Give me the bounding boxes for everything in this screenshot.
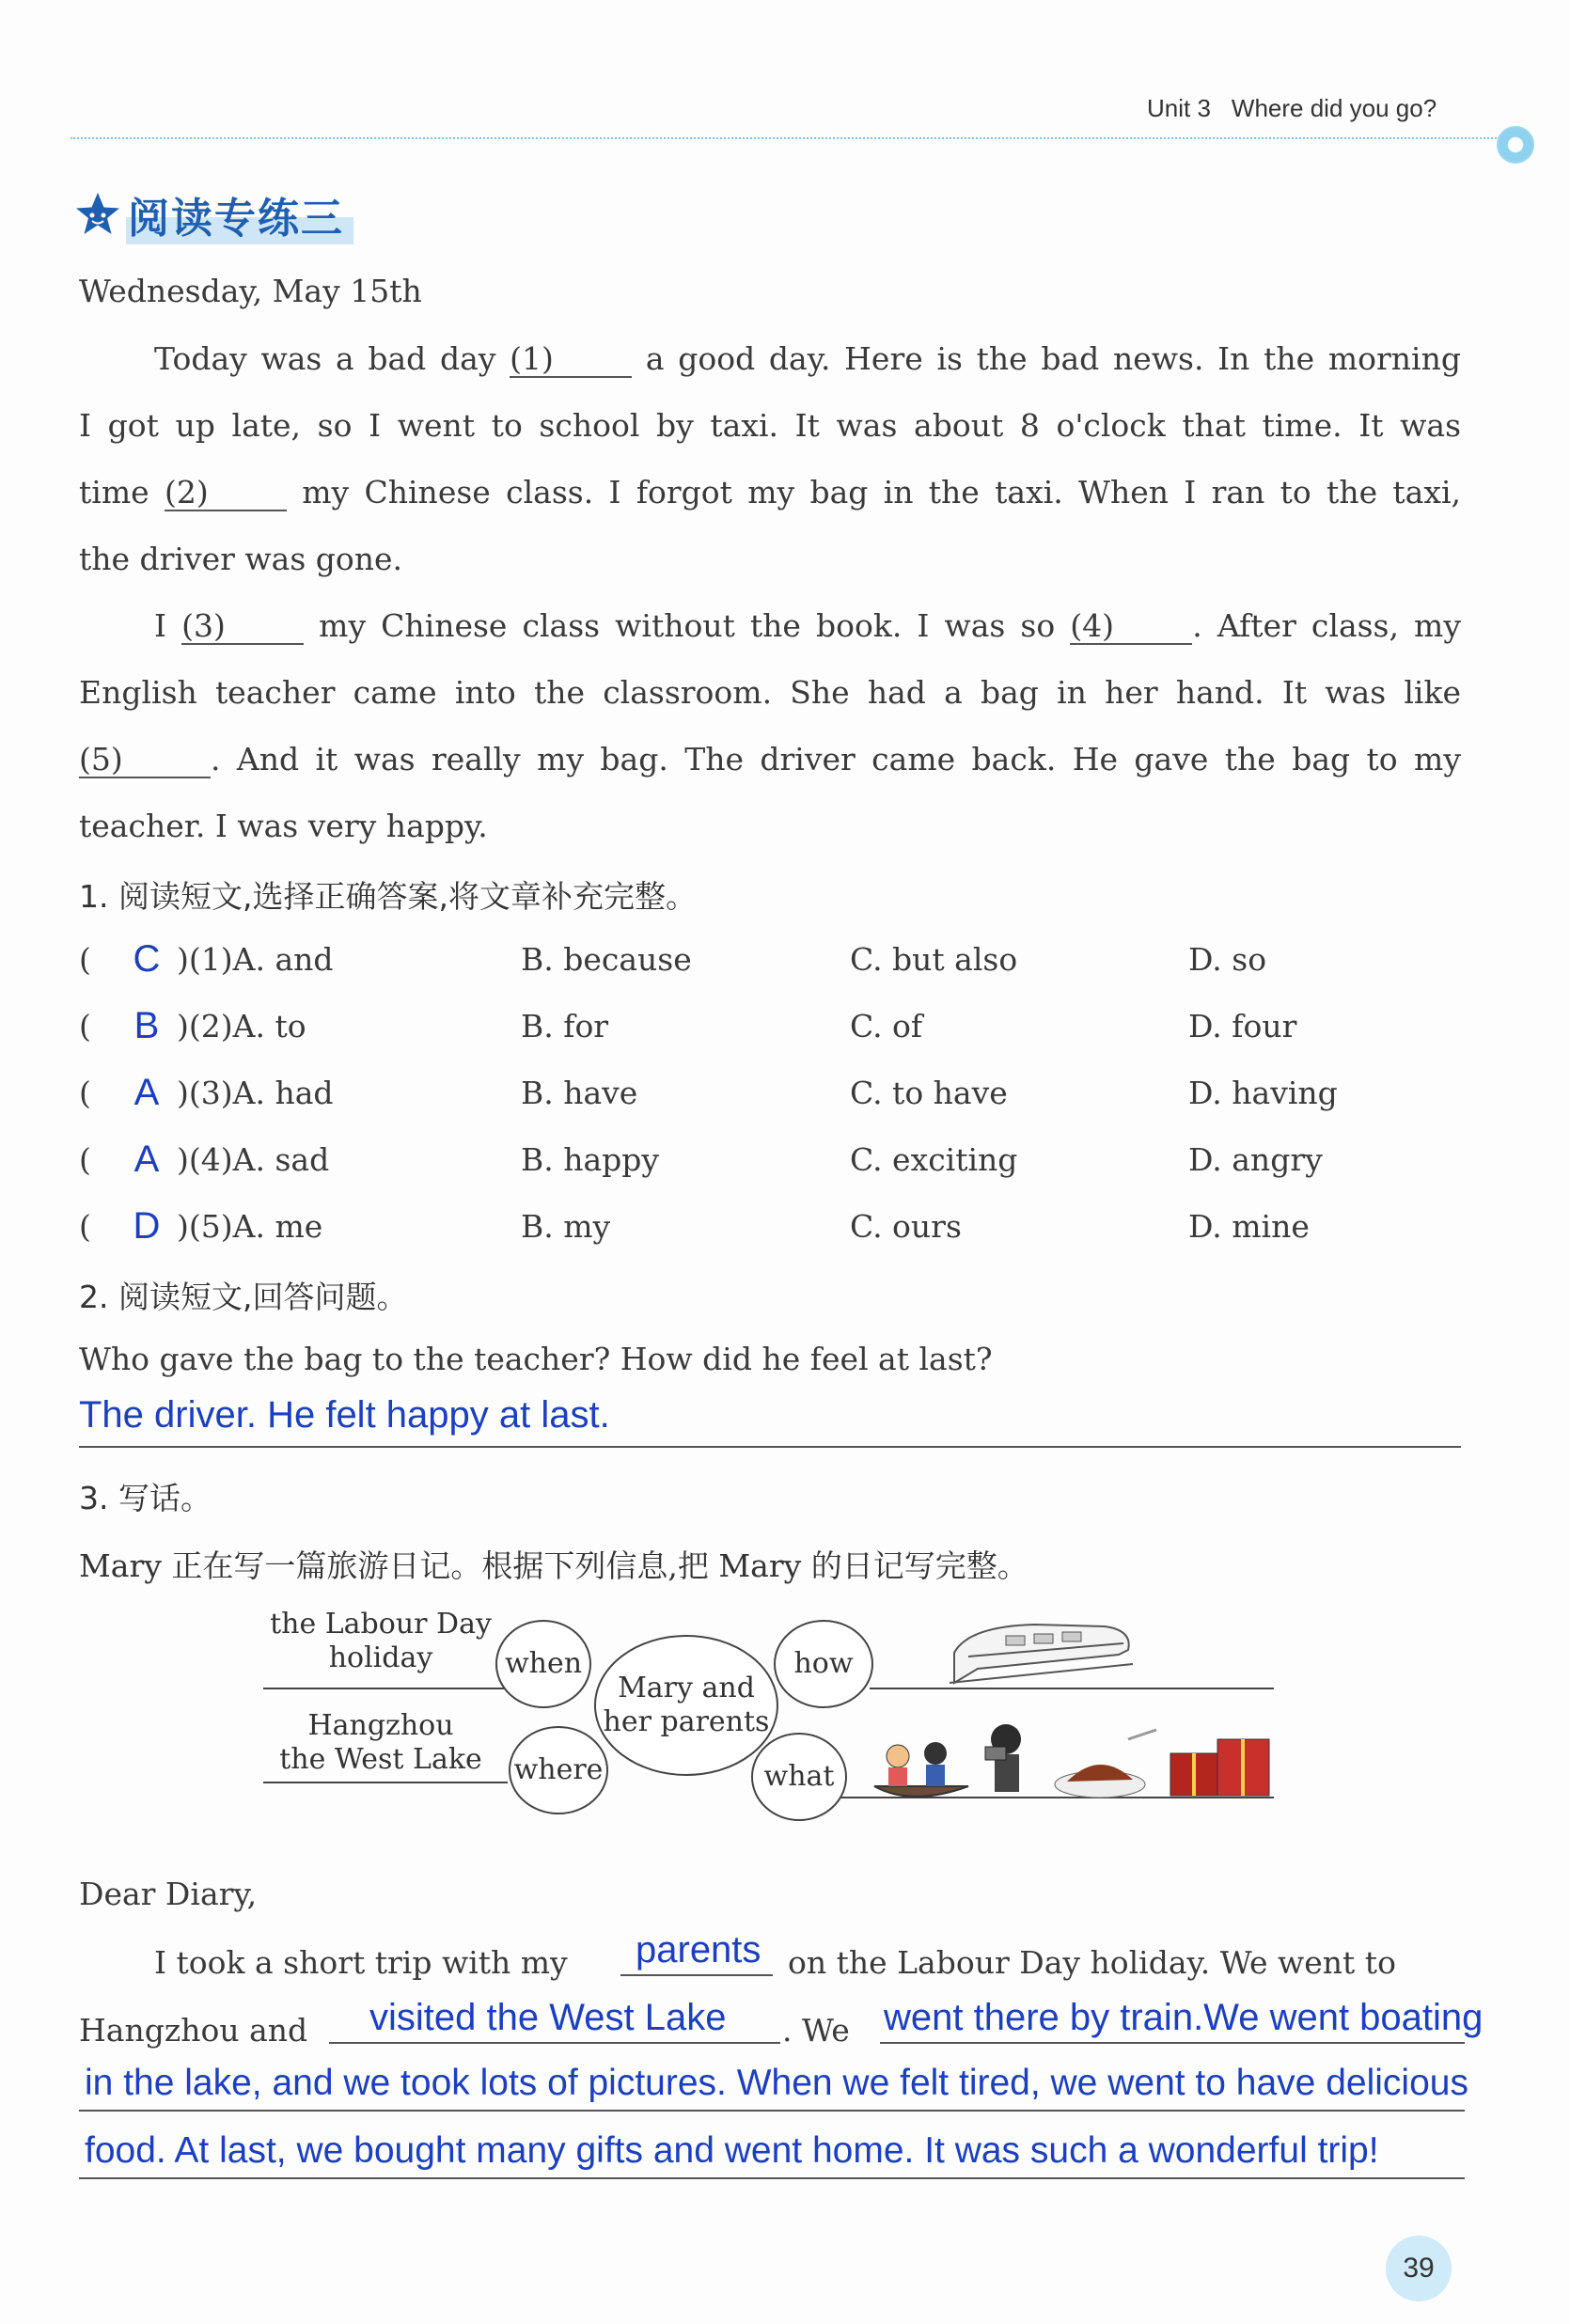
blank-4: (4) xyxy=(1070,610,1192,645)
diary-line-2b: . We xyxy=(782,2012,850,2049)
choice-row: ( B )(2)A. to B. for C. of D. four xyxy=(79,993,1470,1060)
section-title xyxy=(73,188,353,241)
blank-3: (3) xyxy=(181,610,304,645)
passage-line: English teacher came into the classroom. She had a bag in her hand. It was like xyxy=(79,674,1461,711)
gift-box-icon xyxy=(1170,1739,1269,1796)
fill-line xyxy=(620,1974,773,1976)
answer-line xyxy=(79,1446,1461,1448)
blank-1: (1) xyxy=(510,343,632,378)
choice-row: ( C )(1)A. and B. because C. but also D. so xyxy=(79,926,1470,993)
diary-fill-2: visited the West Lake xyxy=(369,1997,727,2038)
passage-line: teacher. I was very happy. xyxy=(79,808,488,844)
passage-line: Today was a bad day (1) a good day. Here is the bad news. In the morning xyxy=(154,340,1461,377)
mind-map-diagram xyxy=(254,1598,1288,1843)
node-where: where xyxy=(513,1753,604,1786)
answer-mark: A xyxy=(133,1138,160,1180)
unit-title: Where did you go? xyxy=(1231,94,1437,122)
unit-label: Unit 3 xyxy=(1147,94,1211,122)
question-3-instruction: Mary 正在写一篇旅游日记。根据下列信息,把 Mary 的日记写完整。 xyxy=(79,1547,1028,1584)
diagram-time-label: the Labour Day holiday xyxy=(270,1608,492,1674)
diary-fill-5: food. At last, we bought many gifts and went home. It was such a wonderful trip! xyxy=(85,2130,1379,2171)
diary-fill-4: in the lake, and we took lots of pictures. When we felt tired, we went to have delicious xyxy=(85,2063,1468,2103)
answer-mark: D xyxy=(133,1205,161,1247)
answer-mark: B xyxy=(133,1005,160,1046)
node-how: how xyxy=(793,1647,854,1680)
fill-line xyxy=(79,2177,1465,2179)
diary-fill-1: parents xyxy=(636,1929,761,1971)
node-what: what xyxy=(763,1760,835,1793)
diary-line-2a: Hangzhou and xyxy=(79,2012,308,2049)
diary-line-1b: on the Labour Day holiday. We went to xyxy=(788,1944,1396,1981)
question-3-title: 3. 写话。 xyxy=(79,1480,212,1516)
header-circle-ornament xyxy=(1497,126,1534,164)
blank-2: (2) xyxy=(165,477,287,511)
passage-line: time (2) my Chinese class. I forgot my bag in the taxi. When I ran to the taxi, xyxy=(79,474,1461,510)
boat-icon xyxy=(874,1742,968,1797)
diary-greeting: Dear Diary, xyxy=(79,1876,258,1912)
choice-row: ( D )(5)A. me B. my C. ours D. mine xyxy=(79,1193,1470,1260)
section-title-text: 阅读专练三 xyxy=(126,184,353,244)
page-header xyxy=(1147,94,1437,123)
fill-line xyxy=(329,2042,780,2044)
question-2-title: 2. 阅读短文,回答问题。 xyxy=(79,1279,408,1315)
choice-row: ( A )(3)A. had B. have C. to have D. having xyxy=(79,1060,1470,1126)
node-when: when xyxy=(504,1647,583,1680)
train-icon xyxy=(950,1625,1133,1683)
diary-fill-3: went there by train.We went boating xyxy=(884,1997,1484,2038)
node-center: Mary and her parents xyxy=(603,1672,770,1738)
star-icon xyxy=(73,190,122,239)
question-2-prompt: Who gave the bag to the teacher? How did he feel at last? xyxy=(79,1341,993,1377)
fill-line xyxy=(880,2042,1465,2044)
diagram-place-label: Hangzhou the West Lake xyxy=(279,1709,482,1776)
header-divider xyxy=(71,137,1499,139)
food-plate-icon xyxy=(1055,1730,1156,1798)
passage-line: I (3) my Chinese class without the book. I was so (4) . After class, my xyxy=(154,607,1461,644)
answer-mark: A xyxy=(133,1072,160,1113)
passage-line: (5) . And it was really my bag. The driver came back. He gave the bag to my xyxy=(79,741,1461,777)
diary-line-1a: I took a short trip with my xyxy=(154,1944,568,1981)
blank-5: (5) xyxy=(79,744,211,778)
answer-mark: C xyxy=(133,938,161,980)
passage-date: Wednesday, May 15th xyxy=(79,273,422,309)
passage-line: I got up late, so I went to school by taxi. It was about 8 o'clock that time. It was xyxy=(79,407,1461,444)
question-2-answer: The driver. He felt happy at last. xyxy=(79,1394,610,1436)
page-number: 39 xyxy=(1386,2236,1452,2301)
choice-row: ( A )(4)A. sad B. happy C. exciting D. angry xyxy=(79,1126,1470,1193)
fill-line xyxy=(79,2110,1465,2112)
camera-person-icon xyxy=(985,1724,1021,1792)
question-1-title: 1. 阅读短文,选择正确答案,将文章补充完整。 xyxy=(79,878,697,915)
passage-line: the driver was gone. xyxy=(79,541,403,577)
